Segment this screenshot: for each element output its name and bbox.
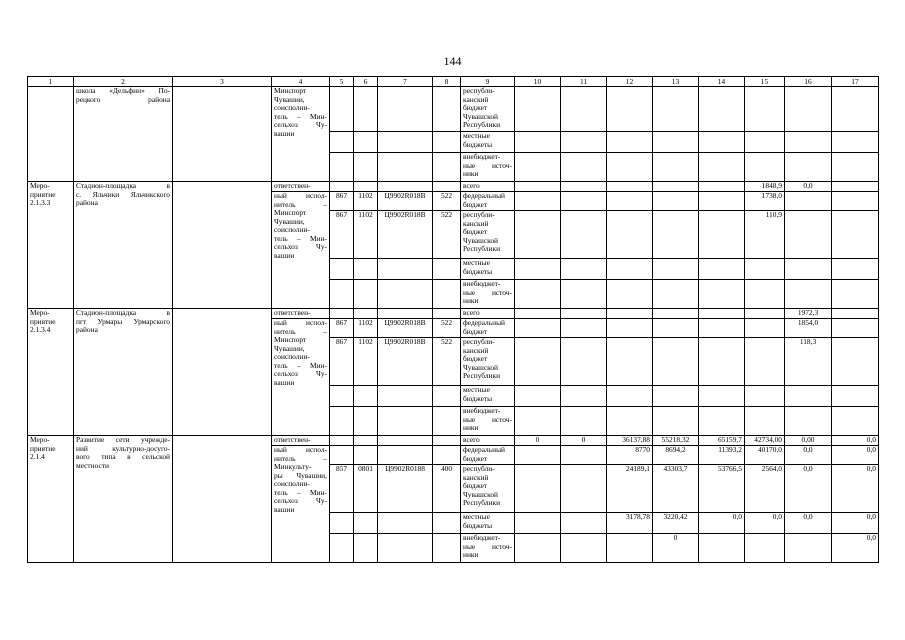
- cell-c16: 0,0: [785, 182, 832, 192]
- cell-c10: [515, 259, 561, 280]
- cell-c13: [653, 338, 699, 386]
- cell-c15: 42734,00: [745, 436, 785, 446]
- cell-csr: [378, 446, 433, 465]
- cell-c10: [515, 153, 561, 182]
- cell-grbs: [330, 259, 354, 280]
- cell-c12: 36137,88: [607, 436, 653, 446]
- cell-c16: [785, 407, 832, 436]
- header-cell: 4: [272, 77, 330, 87]
- cell-c14: 0,0: [699, 513, 745, 534]
- cell-grbs: [330, 280, 354, 309]
- cell-c11: [561, 446, 607, 465]
- cell-c15: 40170,0: [745, 446, 785, 465]
- cell-c17: [832, 319, 879, 338]
- header-cell: 13: [653, 77, 699, 87]
- cell-c12: 24189,1: [607, 465, 653, 513]
- empty-cell: [173, 87, 272, 182]
- cell-c15: [745, 132, 785, 153]
- cell-c12: [607, 534, 653, 563]
- cell-rz: [354, 87, 378, 132]
- cell-c11: 0: [561, 436, 607, 446]
- cell-c14: [699, 132, 745, 153]
- measure-cell: Меро- приятие 2.1.3.3: [28, 182, 74, 309]
- cell-c12: [607, 338, 653, 386]
- cell-c14: [699, 259, 745, 280]
- cell-c11: [561, 87, 607, 132]
- empty-cell: [173, 436, 272, 563]
- cell-grbs: [330, 153, 354, 182]
- cell-csr: [378, 280, 433, 309]
- cell-vr: [433, 153, 461, 182]
- cell-c16: [785, 534, 832, 563]
- cell-vr: 400: [433, 465, 461, 513]
- cell-c16: 0,0: [785, 513, 832, 534]
- header-cell: 5: [330, 77, 354, 87]
- measure-name-cell: школа «Дельфин» По- рецкого района: [74, 87, 173, 182]
- cell-csr: [378, 132, 433, 153]
- cell-c15: [745, 87, 785, 132]
- cell-c15: 1738,0: [745, 192, 785, 211]
- cell-c13: 3220,42: [653, 513, 699, 534]
- cell-grbs: 857: [330, 465, 354, 513]
- funding-source-cell: местные бюджеты: [461, 259, 515, 280]
- cell-c13: [653, 211, 699, 259]
- cell-c13: 0: [653, 534, 699, 563]
- cell-c12: [607, 319, 653, 338]
- executor-cell: ный испол- нитель – Минкульту- ры Чувашии, соисполни- тель – Мин- сельхоз Чу- вашии: [272, 446, 330, 563]
- cell-vr: 522: [433, 319, 461, 338]
- cell-grbs: [330, 87, 354, 132]
- cell-c11: [561, 386, 607, 407]
- cell-c11: [561, 407, 607, 436]
- cell-c13: [653, 182, 699, 192]
- funding-source-cell: федеральный бюджет: [461, 192, 515, 211]
- funding-source-cell: федеральный бюджет: [461, 319, 515, 338]
- cell-c11: [561, 211, 607, 259]
- executor-cell: ный испол- нитель – Минспорт Чувашии, соисполни- тель – Мин- сельхоз Чу- вашии: [272, 192, 330, 309]
- cell-c11: [561, 132, 607, 153]
- header-cell: 12: [607, 77, 653, 87]
- cell-c15: [745, 319, 785, 338]
- cell-c15: [745, 259, 785, 280]
- cell-csr: Ц9902R018B: [378, 211, 433, 259]
- cell-vr: [433, 407, 461, 436]
- empty-cell: [173, 182, 272, 309]
- cell-c10: [515, 338, 561, 386]
- cell-rz: [354, 280, 378, 309]
- cell-c13: [653, 87, 699, 132]
- cell-rz: 1102: [354, 338, 378, 386]
- funding-source-cell: всего: [461, 309, 515, 319]
- cell-c10: [515, 465, 561, 513]
- cell-c15: [745, 407, 785, 436]
- cell-c15: 1848,9: [745, 182, 785, 192]
- measure-name-cell: Стадион-площадка в с. Яльчики Яльчикского района: [74, 182, 173, 309]
- cell-c10: [515, 182, 561, 192]
- cell-rz: [354, 309, 378, 319]
- cell-c11: [561, 192, 607, 211]
- funding-source-cell: республи- канский бюджет Чувашской Республики: [461, 338, 515, 386]
- cell-vr: [433, 280, 461, 309]
- cell-c13: [653, 259, 699, 280]
- cell-grbs: 867: [330, 319, 354, 338]
- cell-c16: [785, 280, 832, 309]
- header-cell: 2: [74, 77, 173, 87]
- cell-c11: [561, 534, 607, 563]
- cell-c13: [653, 280, 699, 309]
- cell-csr: [378, 407, 433, 436]
- cell-vr: [433, 259, 461, 280]
- table-row: [28, 87, 879, 132]
- funding-source-cell: местные бюджеты: [461, 132, 515, 153]
- cell-c17: [832, 182, 879, 192]
- cell-grbs: [330, 386, 354, 407]
- cell-c14: 53766,5: [699, 465, 745, 513]
- cell-grbs: [330, 182, 354, 192]
- cell-c12: [607, 407, 653, 436]
- funding-source-cell: внебюджет- ные источ- ники: [461, 280, 515, 309]
- cell-rz: 1102: [354, 319, 378, 338]
- cell-c11: [561, 319, 607, 338]
- cell-c10: 0: [515, 436, 561, 446]
- cell-c15: [745, 534, 785, 563]
- cell-c17: [832, 338, 879, 386]
- cell-c12: [607, 259, 653, 280]
- cell-vr: 522: [433, 211, 461, 259]
- cell-c11: [561, 153, 607, 182]
- cell-c12: [607, 182, 653, 192]
- cell-c12: [607, 280, 653, 309]
- cell-grbs: [330, 436, 354, 446]
- cell-c13: [653, 192, 699, 211]
- funding-source-cell: федеральный бюджет: [461, 446, 515, 465]
- cell-c12: [607, 309, 653, 319]
- cell-vr: [433, 309, 461, 319]
- cell-c17: [832, 153, 879, 182]
- cell-rz: [354, 446, 378, 465]
- cell-c16: 1854,0: [785, 319, 832, 338]
- header-cell: 6: [354, 77, 378, 87]
- cell-c10: [515, 534, 561, 563]
- cell-c17: 0,0: [832, 465, 879, 513]
- cell-c13: 43303,7: [653, 465, 699, 513]
- cell-c13: 8694,2: [653, 446, 699, 465]
- cell-c13: [653, 407, 699, 436]
- cell-rz: 1102: [354, 211, 378, 259]
- cell-grbs: [330, 446, 354, 465]
- cell-c10: [515, 280, 561, 309]
- cell-c17: [832, 407, 879, 436]
- cell-csr: [378, 182, 433, 192]
- cell-rz: [354, 407, 378, 436]
- cell-c13: [653, 386, 699, 407]
- cell-vr: [433, 436, 461, 446]
- header-cell: 7: [378, 77, 433, 87]
- cell-csr: [378, 153, 433, 182]
- cell-c13: 55218,32: [653, 436, 699, 446]
- cell-vr: [433, 513, 461, 534]
- cell-c10: [515, 87, 561, 132]
- cell-c16: [785, 211, 832, 259]
- funding-source-cell: внебюджет- ные источ- ники: [461, 534, 515, 563]
- cell-c10: [515, 446, 561, 465]
- cell-vr: [433, 386, 461, 407]
- cell-c11: [561, 465, 607, 513]
- header-cell: 17: [832, 77, 879, 87]
- cell-csr: [378, 309, 433, 319]
- cell-c15: [745, 386, 785, 407]
- cell-c12: [607, 153, 653, 182]
- cell-c14: 65159,7: [699, 436, 745, 446]
- cell-c16: 118,3: [785, 338, 832, 386]
- cell-c10: [515, 211, 561, 259]
- cell-c16: [785, 259, 832, 280]
- cell-vr: [433, 87, 461, 132]
- header-cell: 15: [745, 77, 785, 87]
- header-cell: 3: [173, 77, 272, 87]
- cell-rz: [354, 153, 378, 182]
- cell-c17: 0,0: [832, 436, 879, 446]
- cell-c16: [785, 87, 832, 132]
- cell-grbs: [330, 513, 354, 534]
- cell-grbs: [330, 132, 354, 153]
- cell-c12: [607, 132, 653, 153]
- cell-c14: [699, 319, 745, 338]
- measure-name-cell: Развитие сети учрежде- ний культурно-досуго- вого типа в сельской местности: [74, 436, 173, 563]
- cell-rz: 0801: [354, 465, 378, 513]
- cell-c14: [699, 407, 745, 436]
- executor-top-cell: ответствен-: [272, 309, 330, 319]
- cell-c12: [607, 192, 653, 211]
- cell-c10: [515, 309, 561, 319]
- funding-source-cell: местные бюджеты: [461, 386, 515, 407]
- table-row: [28, 436, 879, 446]
- cell-csr: [378, 436, 433, 446]
- header-cell: 8: [433, 77, 461, 87]
- cell-c15: [745, 309, 785, 319]
- cell-c13: [653, 132, 699, 153]
- funding-source-cell: всего: [461, 436, 515, 446]
- cell-c15: 2564,0: [745, 465, 785, 513]
- cell-c14: [699, 87, 745, 132]
- cell-c15: [745, 153, 785, 182]
- cell-rz: [354, 513, 378, 534]
- cell-grbs: [330, 534, 354, 563]
- cell-rz: [354, 534, 378, 563]
- header-cell: 14: [699, 77, 745, 87]
- cell-c17: 0,0: [832, 513, 879, 534]
- cell-c10: [515, 319, 561, 338]
- cell-c10: [515, 386, 561, 407]
- cell-grbs: 867: [330, 211, 354, 259]
- cell-rz: 1102: [354, 192, 378, 211]
- cell-c14: 11393,2: [699, 446, 745, 465]
- header-cell: 9: [461, 77, 515, 87]
- funding-source-cell: республи- канский бюджет Чувашской Республики: [461, 465, 515, 513]
- funding-source-cell: внебюджет- ные источ- ники: [461, 407, 515, 436]
- cell-c11: [561, 182, 607, 192]
- cell-csr: [378, 386, 433, 407]
- cell-c16: 1972,3: [785, 309, 832, 319]
- cell-c15: 0,0: [745, 513, 785, 534]
- cell-vr: [433, 534, 461, 563]
- cell-rz: [354, 259, 378, 280]
- cell-csr: Ц9902R018B: [378, 192, 433, 211]
- measure-cell: Меро- приятие 2.1.3.4: [28, 309, 74, 436]
- cell-c17: 0,0: [832, 534, 879, 563]
- cell-c12: 8770: [607, 446, 653, 465]
- cell-grbs: [330, 407, 354, 436]
- cell-vr: [433, 182, 461, 192]
- cell-c17: [832, 259, 879, 280]
- cell-c14: [699, 182, 745, 192]
- header-cell: 16: [785, 77, 832, 87]
- cell-csr: Ц9902R018B: [378, 319, 433, 338]
- cell-csr: Ц9902R0188: [378, 465, 433, 513]
- empty-cell: [173, 309, 272, 436]
- cell-c12: 3178,78: [607, 513, 653, 534]
- cell-c14: [699, 153, 745, 182]
- cell-c11: [561, 259, 607, 280]
- cell-c12: [607, 87, 653, 132]
- cell-c10: [515, 407, 561, 436]
- cell-c16: 0,0: [785, 465, 832, 513]
- cell-c16: [785, 386, 832, 407]
- budget-table: [27, 76, 879, 563]
- cell-c13: [653, 309, 699, 319]
- cell-rz: [354, 436, 378, 446]
- cell-c15: 110,9: [745, 211, 785, 259]
- cell-c11: [561, 280, 607, 309]
- cell-csr: Ц9902R018B: [378, 338, 433, 386]
- cell-vr: [433, 446, 461, 465]
- executor-cell: Минспорт Чувашии, соисполни- тель – Мин- сельхоз Чу- вашии: [272, 87, 330, 182]
- executor-cell: ный испол- нитель – Минспорт Чувашии, соисполни- тель – Мин- сельхоз Чу- вашии: [272, 319, 330, 436]
- cell-c16: 0,0: [785, 446, 832, 465]
- cell-rz: [354, 386, 378, 407]
- cell-c17: [832, 192, 879, 211]
- cell-c14: [699, 309, 745, 319]
- cell-grbs: 867: [330, 192, 354, 211]
- cell-c17: [832, 132, 879, 153]
- measure-cell: [28, 87, 74, 182]
- header-cell: 11: [561, 77, 607, 87]
- cell-grbs: 867: [330, 338, 354, 386]
- cell-grbs: [330, 309, 354, 319]
- cell-c17: [832, 386, 879, 407]
- page-number: 144: [443, 54, 462, 68]
- measure-name-cell: Стадион-площадка в пгт Урмары Урмарского района: [74, 309, 173, 436]
- funding-source-cell: внебюджет- ные источ- ники: [461, 153, 515, 182]
- cell-c10: [515, 132, 561, 153]
- cell-c17: [832, 87, 879, 132]
- cell-c14: [699, 192, 745, 211]
- cell-c17: [832, 211, 879, 259]
- cell-rz: [354, 132, 378, 153]
- cell-csr: [378, 534, 433, 563]
- funding-source-cell: всего: [461, 182, 515, 192]
- cell-c12: [607, 211, 653, 259]
- cell-c10: [515, 192, 561, 211]
- measure-cell: Меро- приятие 2.1.4: [28, 436, 74, 563]
- cell-rz: [354, 182, 378, 192]
- cell-c12: [607, 386, 653, 407]
- table-row: [28, 182, 879, 192]
- cell-c16: [785, 132, 832, 153]
- cell-c16: [785, 192, 832, 211]
- cell-csr: [378, 513, 433, 534]
- funding-source-cell: местные бюджеты: [461, 513, 515, 534]
- cell-c15: [745, 280, 785, 309]
- funding-source-cell: республи- канский бюджет Чувашской Республики: [461, 211, 515, 259]
- header-cell: 1: [28, 77, 74, 87]
- cell-c11: [561, 513, 607, 534]
- cell-csr: [378, 87, 433, 132]
- cell-c14: [699, 386, 745, 407]
- funding-source-cell: республи- канский бюджет Чувашской Республики: [461, 87, 515, 132]
- cell-c11: [561, 309, 607, 319]
- table-row: [28, 309, 879, 319]
- header-row: [28, 77, 879, 87]
- cell-c16: 0,00: [785, 436, 832, 446]
- cell-c13: [653, 319, 699, 338]
- cell-vr: [433, 132, 461, 153]
- cell-csr: [378, 259, 433, 280]
- executor-top-cell: ответствен-: [272, 436, 330, 446]
- cell-c17: [832, 309, 879, 319]
- executor-top-cell: ответствен-: [272, 182, 330, 192]
- cell-c15: [745, 338, 785, 386]
- cell-c11: [561, 338, 607, 386]
- header-cell: 10: [515, 77, 561, 87]
- cell-c10: [515, 513, 561, 534]
- cell-c13: [653, 153, 699, 182]
- cell-c17: [832, 280, 879, 309]
- cell-c17: 0,0: [832, 446, 879, 465]
- cell-vr: 522: [433, 192, 461, 211]
- cell-vr: 522: [433, 338, 461, 386]
- cell-c14: [699, 280, 745, 309]
- cell-c14: [699, 338, 745, 386]
- cell-c14: [699, 211, 745, 259]
- cell-c16: [785, 153, 832, 182]
- cell-c14: [699, 534, 745, 563]
